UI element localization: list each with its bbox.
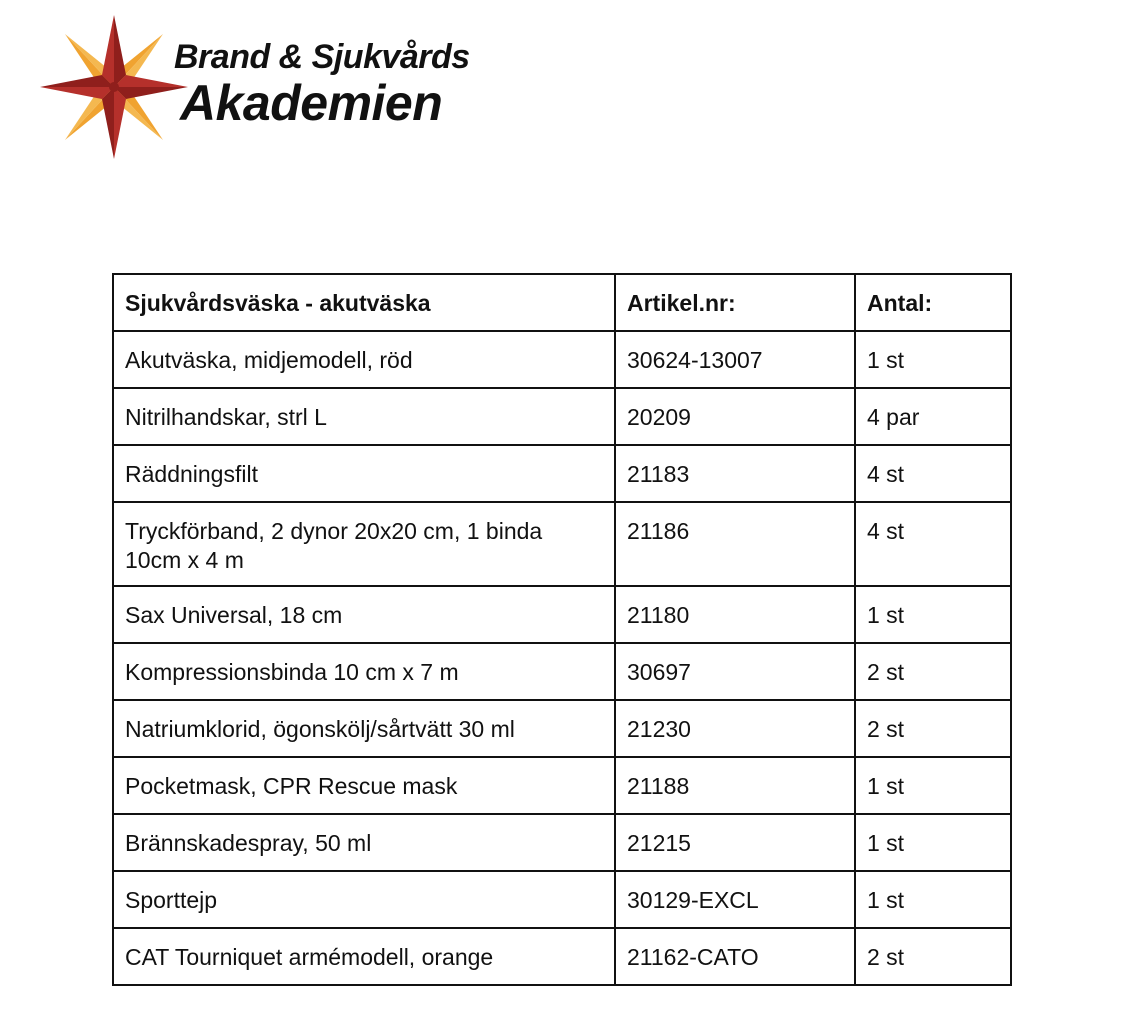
item-name-cell: Kompressionsbinda 10 cm x 7 m — [113, 643, 615, 700]
quantity-cell: 4 st — [855, 445, 1011, 502]
quantity-cell: 1 st — [855, 586, 1011, 643]
article-number-cell: 21183 — [615, 445, 855, 502]
table-row — [113, 445, 1011, 502]
quantity-cell: 4 st — [855, 502, 1011, 586]
table-row — [113, 871, 1011, 928]
table-row — [113, 388, 1011, 445]
table-row — [113, 643, 1011, 700]
item-name-cell: Akutväska, midjemodell, röd — [113, 331, 615, 388]
quantity-cell: 1 st — [855, 814, 1011, 871]
item-name-cell: Pocketmask, CPR Rescue mask — [113, 757, 615, 814]
item-name-cell: CAT Tourniquet armémodell, orange — [113, 928, 615, 985]
brand-logo — [38, 12, 468, 162]
article-number-cell: 21162-CATO — [615, 928, 855, 985]
article-number-cell: 30697 — [615, 643, 855, 700]
quantity-cell: 2 st — [855, 928, 1011, 985]
item-name-cell: Sporttejp — [113, 871, 615, 928]
table-row — [113, 814, 1011, 871]
item-name-cell: Sax Universal, 18 cm — [113, 586, 615, 643]
article-number-cell: 30129-EXCL — [615, 871, 855, 928]
item-name-cell: Natriumklorid, ögonskölj/sårtvätt 30 ml — [113, 700, 615, 757]
article-number-cell: 21186 — [615, 502, 855, 586]
article-number-cell: 21230 — [615, 700, 855, 757]
article-number-cell: 21188 — [615, 757, 855, 814]
quantity-cell: 1 st — [855, 871, 1011, 928]
quantity-cell: 1 st — [855, 757, 1011, 814]
quantity-cell: 2 st — [855, 700, 1011, 757]
table-header-row — [113, 274, 1011, 331]
table-row — [113, 700, 1011, 757]
compass-star-icon — [38, 12, 190, 162]
header-article-number: Artikel.nr: — [615, 274, 855, 331]
article-number-cell: 21215 — [615, 814, 855, 871]
header-item: Sjukvårdsväska - akutväska — [113, 274, 615, 331]
item-name-cell: Brännskadespray, 50 ml — [113, 814, 615, 871]
table-row — [113, 757, 1011, 814]
table-row — [113, 928, 1011, 985]
quantity-cell: 2 st — [855, 643, 1011, 700]
table-row — [113, 331, 1011, 388]
item-name-cell: Nitrilhandskar, strl L — [113, 388, 615, 445]
item-name-cell: Räddningsfilt — [113, 445, 615, 502]
item-name-cell: Tryckförband, 2 dynor 20x20 cm, 1 binda 10cm x 4 m — [113, 502, 615, 586]
logo-text-line1: Brand & Sjukvårds — [174, 38, 470, 76]
equipment-table — [112, 273, 1012, 986]
quantity-cell: 4 par — [855, 388, 1011, 445]
article-number-cell: 30624-13007 — [615, 331, 855, 388]
table-row — [113, 502, 1011, 586]
logo-text-line2: Akademien — [180, 75, 443, 131]
article-number-cell: 20209 — [615, 388, 855, 445]
quantity-cell: 1 st — [855, 331, 1011, 388]
article-number-cell: 21180 — [615, 586, 855, 643]
table-row — [113, 586, 1011, 643]
header-quantity: Antal: — [855, 274, 1011, 331]
